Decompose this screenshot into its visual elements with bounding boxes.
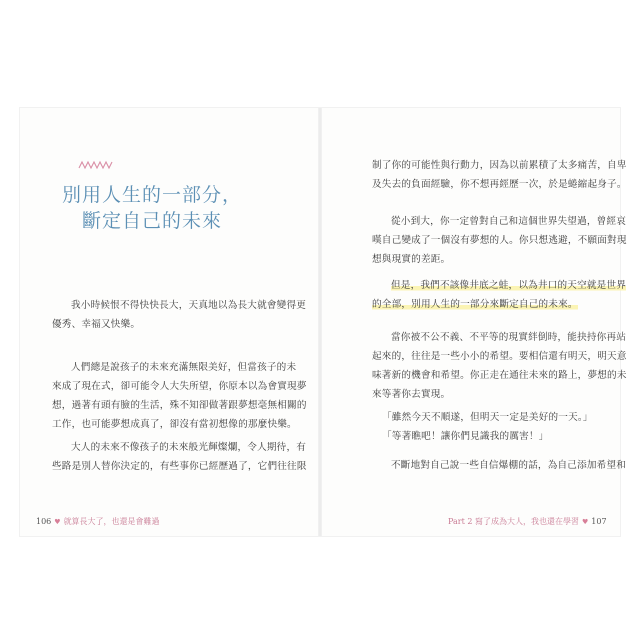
left-folio	[36, 516, 160, 527]
quote-line: 「等著瞧吧！讓你們見識我的厲害！」	[382, 431, 549, 442]
heart-icon: ♥	[582, 518, 589, 526]
text-line: 起來的，往往是一些小小的希望。要相信還有明天，明天意	[372, 351, 627, 362]
paragraph	[372, 156, 627, 194]
text-line: 制了你的可能性與行動力，因為以前累積了太多痛苦，自卑	[372, 160, 627, 171]
wave-ornament-icon	[78, 160, 114, 170]
text-line: 我小時候恨不得快快長大，天真地以為長大就會變得更	[71, 300, 307, 311]
text-line: 來成了現在式，卻可能令人大失所望，你原本以為會實現夢	[52, 381, 307, 392]
title-line: 別用人生的一部分，	[62, 184, 243, 206]
chapter-title	[62, 182, 242, 234]
paragraph	[52, 358, 307, 434]
highlighted-paragraph	[372, 276, 626, 314]
text-line: 人們總是說孩子的未來充滿無限美好，但當孩子的未	[71, 362, 297, 373]
text-line: 及失去的負面經驗，你不想再經歷一次，於是蜷縮起身子。	[372, 179, 627, 190]
section-name: Part 2 寫了成為大人，我也還在學習	[448, 517, 580, 526]
highlight: 但是，我們不該像井底之蛙，以為井口的天空就是世界	[391, 280, 627, 291]
paragraph	[372, 456, 626, 475]
text-line: 味著新的機會和希望。你正走在通往未來的路上，夢想的未	[372, 370, 627, 381]
text-line: 優秀、幸福又快樂。	[52, 319, 141, 330]
quote-block	[382, 408, 593, 446]
text-line	[372, 295, 626, 314]
quote-line: 「雖然今天不順遂，但明天一定是美好的一天。」	[382, 412, 593, 423]
page-number: 107	[591, 517, 607, 526]
text-line: 想與現實的差距。	[372, 254, 451, 265]
paragraph	[52, 438, 307, 476]
heart-icon: ♥	[54, 518, 61, 526]
section-name: 就算長大了，也還是會難過	[63, 517, 160, 526]
text-line: 大人的未來不像孩子的未來般光輝燦爛，令人期待，有	[71, 442, 307, 453]
right-folio	[448, 516, 607, 527]
paragraph	[372, 328, 627, 404]
text-line	[372, 276, 626, 295]
page-number: 106	[36, 517, 52, 526]
text-line: 工作，也可能夢想成真了，卻沒有當初想像的那麼快樂。	[52, 419, 297, 430]
text-line: 想，過著有頭有臉的生活，殊不知卻做著跟夢想毫無相關的	[52, 400, 307, 411]
paragraph	[52, 296, 306, 334]
text-line: 不斷地對自己說一些自信爆棚的話，為自己添加希望和	[391, 460, 627, 471]
text-line: 來等著你去實現。	[372, 389, 451, 400]
text-line: 嘆自己變成了一個沒有夢想的人。你只想逃避，不願面對現	[372, 235, 627, 246]
text-line: 些路是別人替你決定的，有些事你已經歷過了，它們往往限	[52, 461, 307, 472]
text-line: 從小到大，你一定曾對自己和這個世界失望過，曾經哀	[391, 216, 627, 227]
gutter	[318, 108, 322, 536]
paragraph	[372, 212, 627, 269]
title-line: 斷定自己的未來	[81, 210, 222, 232]
text-line: 當你被不公不義、不平等的現實絆倒時，能抉持你再站	[391, 332, 627, 343]
highlight: 的全部，別用人生的一部分來斷定自己的未來。	[372, 299, 578, 310]
